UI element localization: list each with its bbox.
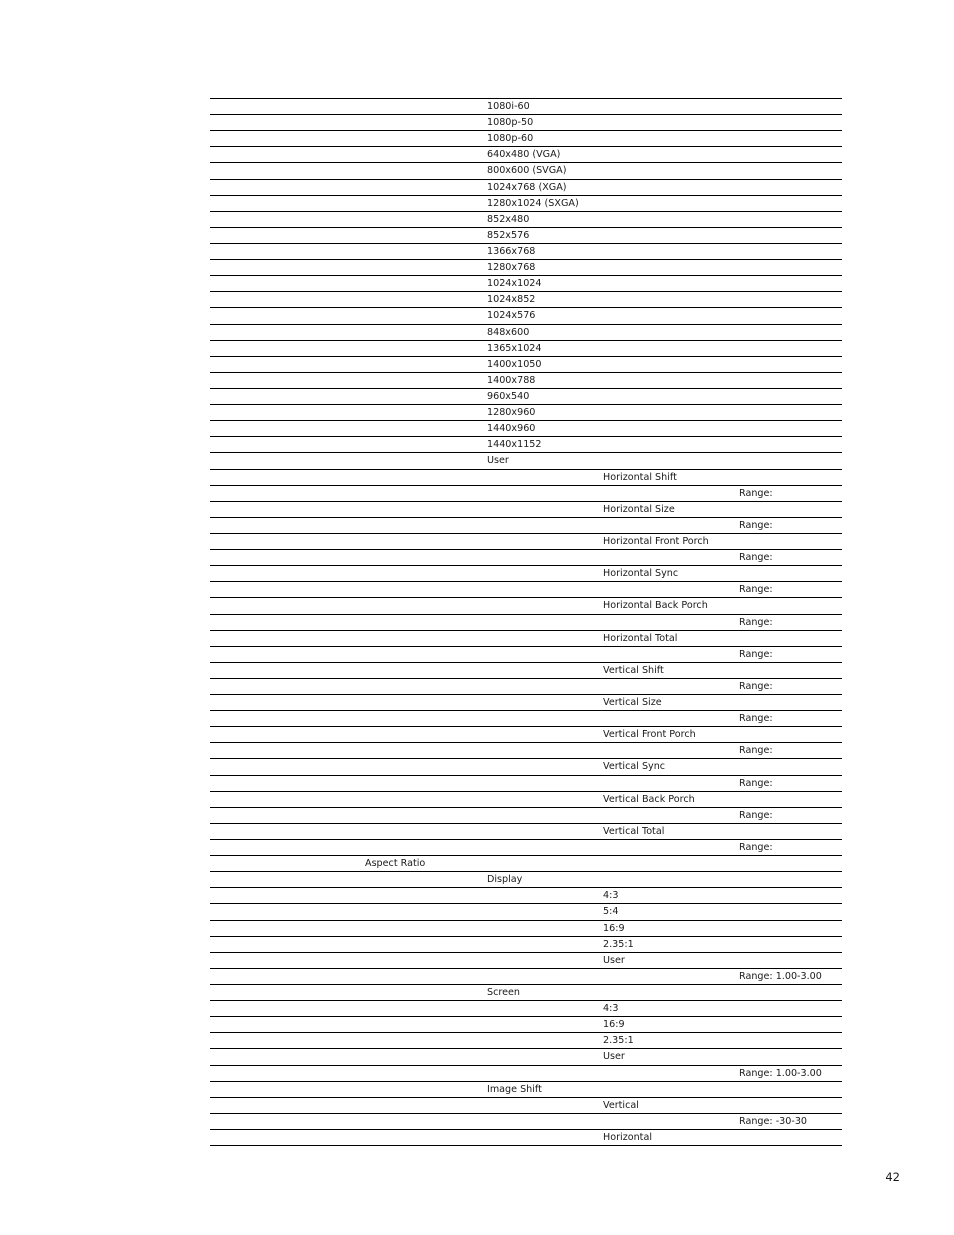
row-label: User xyxy=(603,1051,625,1063)
table-row xyxy=(210,325,842,341)
table-row xyxy=(210,1114,842,1130)
row-label: 640x480 (VGA) xyxy=(487,149,561,161)
table-row xyxy=(210,663,842,679)
row-label: 16:9 xyxy=(603,922,625,934)
row-label: 5:4 xyxy=(603,906,619,918)
table-row xyxy=(210,212,842,228)
table-row xyxy=(210,1017,842,1033)
table-row xyxy=(210,792,842,808)
table-row xyxy=(210,163,842,179)
table-row xyxy=(210,1098,842,1114)
table-row xyxy=(210,1082,842,1098)
row-label: 800x600 (SVGA) xyxy=(487,165,567,177)
table-row xyxy=(210,904,842,920)
row-label: 1365x1024 xyxy=(487,342,542,354)
table-row xyxy=(210,631,842,647)
row-label: Range: xyxy=(739,745,773,757)
table-row xyxy=(210,196,842,212)
row-label: Range: xyxy=(739,552,773,564)
row-label: Range: xyxy=(739,842,773,854)
table-row xyxy=(210,357,842,373)
table-row xyxy=(210,244,842,260)
table-row xyxy=(210,292,842,308)
row-label: Horizontal Size xyxy=(603,503,675,515)
table-row xyxy=(210,534,842,550)
row-label: 1024x1024 xyxy=(487,278,542,290)
table-row xyxy=(210,824,842,840)
row-label: 1366x768 xyxy=(487,245,536,257)
table-row xyxy=(210,308,842,324)
row-label: 852x576 xyxy=(487,229,530,241)
table-row xyxy=(210,1130,842,1146)
menu-table xyxy=(210,98,842,1146)
row-label: 1440x960 xyxy=(487,423,536,435)
table-row xyxy=(210,1049,842,1065)
table-row xyxy=(210,421,842,437)
table-row xyxy=(210,582,842,598)
table-row xyxy=(210,1001,842,1017)
table-row xyxy=(210,727,842,743)
table-row xyxy=(210,840,842,856)
row-label: Range: xyxy=(739,584,773,596)
page-number: 42 xyxy=(885,1170,900,1184)
row-label: 1400x1050 xyxy=(487,358,542,370)
row-label: Range: xyxy=(739,713,773,725)
row-label: Range: 1.00-3.00 xyxy=(739,970,822,982)
table-row xyxy=(210,953,842,969)
row-label: Vertical Front Porch xyxy=(603,729,696,741)
row-label: Aspect Ratio xyxy=(365,858,426,870)
table-row xyxy=(210,647,842,663)
table-row xyxy=(210,615,842,631)
row-label: Horizontal Total xyxy=(603,632,678,644)
row-label: Vertical Back Porch xyxy=(603,793,695,805)
row-label: Vertical xyxy=(603,1099,639,1111)
table-row xyxy=(210,550,842,566)
table-row xyxy=(210,808,842,824)
row-label: 960x540 xyxy=(487,390,530,402)
table-row xyxy=(210,405,842,421)
row-label: 1280x768 xyxy=(487,262,536,274)
row-label: Range: xyxy=(739,777,773,789)
row-label: Range: -30-30 xyxy=(739,1115,808,1127)
row-label: Range: xyxy=(739,487,773,499)
table-row xyxy=(210,776,842,792)
table-row xyxy=(210,921,842,937)
row-label: Range: xyxy=(739,648,773,660)
row-label: Range: xyxy=(739,616,773,628)
row-label: 1080i-60 xyxy=(487,101,530,112)
row-label: 1280x1024 (SXGA) xyxy=(487,197,579,209)
row-label: Horizontal Shift xyxy=(603,471,677,483)
table-row xyxy=(210,453,842,469)
table-row xyxy=(210,470,842,486)
row-label: Vertical Size xyxy=(603,697,662,709)
row-label: 1024x576 xyxy=(487,310,536,322)
table-row xyxy=(210,985,842,1001)
row-label: 848x600 xyxy=(487,326,530,338)
row-label: Display xyxy=(487,874,523,886)
row-label: 16:9 xyxy=(603,1019,625,1031)
table-row xyxy=(210,872,842,888)
row-label: Vertical Shift xyxy=(603,664,664,676)
row-label: Horizontal Back Porch xyxy=(603,600,708,612)
table-row xyxy=(210,180,842,196)
table-row xyxy=(210,373,842,389)
table-row xyxy=(210,679,842,695)
row-label: 1280x960 xyxy=(487,407,536,419)
row-label: Horizontal xyxy=(603,1132,652,1143)
table-row xyxy=(210,1033,842,1049)
row-label: Vertical Total xyxy=(603,825,665,837)
table-row xyxy=(210,486,842,502)
table-row xyxy=(210,131,842,147)
table-row xyxy=(210,888,842,904)
row-label: 4:3 xyxy=(603,1003,619,1015)
row-label: 4:3 xyxy=(603,890,619,902)
table-row xyxy=(210,598,842,614)
row-label: 1400x788 xyxy=(487,374,536,386)
row-label: User xyxy=(487,455,509,467)
row-label: Screen xyxy=(487,987,520,999)
table-row xyxy=(210,260,842,276)
row-label: Horizontal Sync xyxy=(603,568,679,580)
table-row xyxy=(210,228,842,244)
table-row xyxy=(210,437,842,453)
table-row xyxy=(210,341,842,357)
table-row xyxy=(210,711,842,727)
table-row xyxy=(210,937,842,953)
table-row xyxy=(210,389,842,405)
table-row xyxy=(210,147,842,163)
row-label: Range: xyxy=(739,809,773,821)
table-row xyxy=(210,969,842,985)
row-label: 1080p-50 xyxy=(487,117,534,129)
table-row xyxy=(210,502,842,518)
row-label: Image Shift xyxy=(487,1083,542,1095)
table-row xyxy=(210,743,842,759)
row-label: 1024x852 xyxy=(487,294,536,306)
row-label: 2.35:1 xyxy=(603,1035,634,1047)
row-label: 852x480 xyxy=(487,213,530,225)
row-label: Horizontal Front Porch xyxy=(603,535,709,547)
row-label: Vertical Sync xyxy=(603,761,666,773)
table-row xyxy=(210,566,842,582)
row-label: Range: xyxy=(739,680,773,692)
row-label: 1440x1152 xyxy=(487,439,542,451)
table-row xyxy=(210,695,842,711)
table-row xyxy=(210,276,842,292)
row-label: 1024x768 (XGA) xyxy=(487,181,567,193)
row-label: Range: 1.00-3.00 xyxy=(739,1067,822,1079)
table-row xyxy=(210,518,842,534)
table-row xyxy=(210,99,842,115)
row-label: 1080p-60 xyxy=(487,133,534,145)
row-label: Range: xyxy=(739,519,773,531)
row-label: User xyxy=(603,954,625,966)
table-row xyxy=(210,759,842,775)
table-row xyxy=(210,115,842,131)
row-label: 2.35:1 xyxy=(603,938,634,950)
table-row xyxy=(210,856,842,872)
table-row xyxy=(210,1066,842,1082)
